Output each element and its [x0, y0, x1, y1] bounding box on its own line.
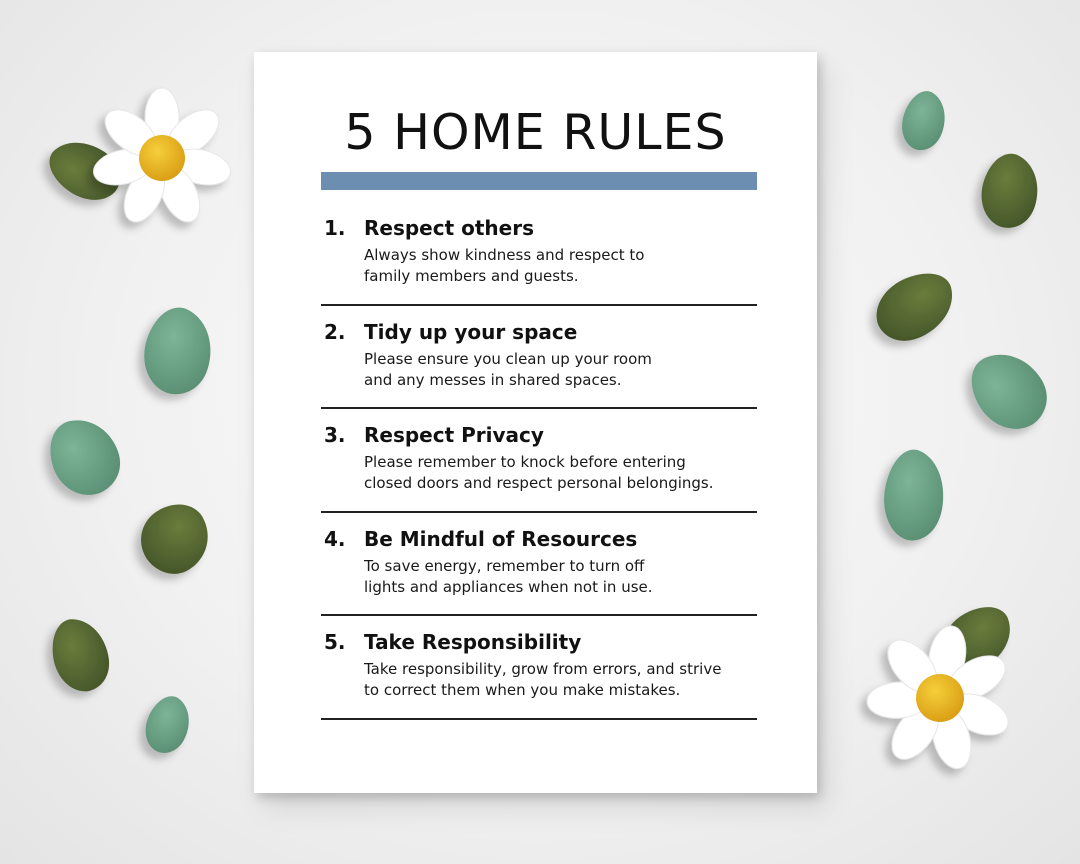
rule-title: Tidy up your space: [364, 319, 578, 344]
rule-item: [321, 616, 757, 720]
rule-number: 4.: [324, 526, 346, 551]
rule-item: [321, 513, 757, 617]
poster-title: 5 HOME RULES: [344, 104, 727, 161]
rule-title: Take Responsibility: [364, 630, 582, 654]
rule-description: Take responsibility, grow from errors, and strive to correct them when you make mistakes.: [364, 660, 722, 699]
leaf-light-icon: [896, 87, 952, 155]
leaf-light-icon: [138, 690, 197, 759]
rule-title: Respect Privacy: [364, 423, 544, 447]
rule-title: Be Mindful of Resources: [364, 526, 638, 551]
rule-number: 3.: [324, 423, 346, 447]
leaf-light-icon: [138, 303, 218, 400]
rule-item: [321, 409, 757, 513]
title-accent-bar: [321, 172, 757, 190]
rule-item: [321, 202, 757, 306]
rules-poster: [254, 52, 817, 793]
rule-number: 5.: [324, 630, 346, 654]
rule-description: Please ensure you clean up your room and any messes in shared spaces.: [364, 349, 652, 389]
rule-number: 2.: [324, 319, 346, 344]
rule-description: Please remember to knock before entering closed doors and respect personal belongings.: [364, 453, 714, 492]
leaf-dark-icon: [865, 260, 966, 352]
rule-number: 1.: [324, 216, 346, 240]
rule-description: To save energy, remember to turn off lights and appliances when not in use.: [364, 556, 653, 596]
leaf-light-icon: [881, 447, 948, 543]
rule-item: [321, 306, 757, 410]
daisy-flower-icon: [90, 88, 234, 228]
leaf-dark-icon: [127, 491, 223, 587]
leaf-dark-icon: [976, 150, 1044, 233]
leaf-light-icon: [957, 338, 1061, 444]
rule-description: Always show kindness and respect to family members and guests.: [364, 246, 645, 285]
leaf-light-icon: [38, 407, 131, 506]
leaf-dark-icon: [44, 612, 116, 698]
rule-title: Respect others: [364, 216, 534, 240]
